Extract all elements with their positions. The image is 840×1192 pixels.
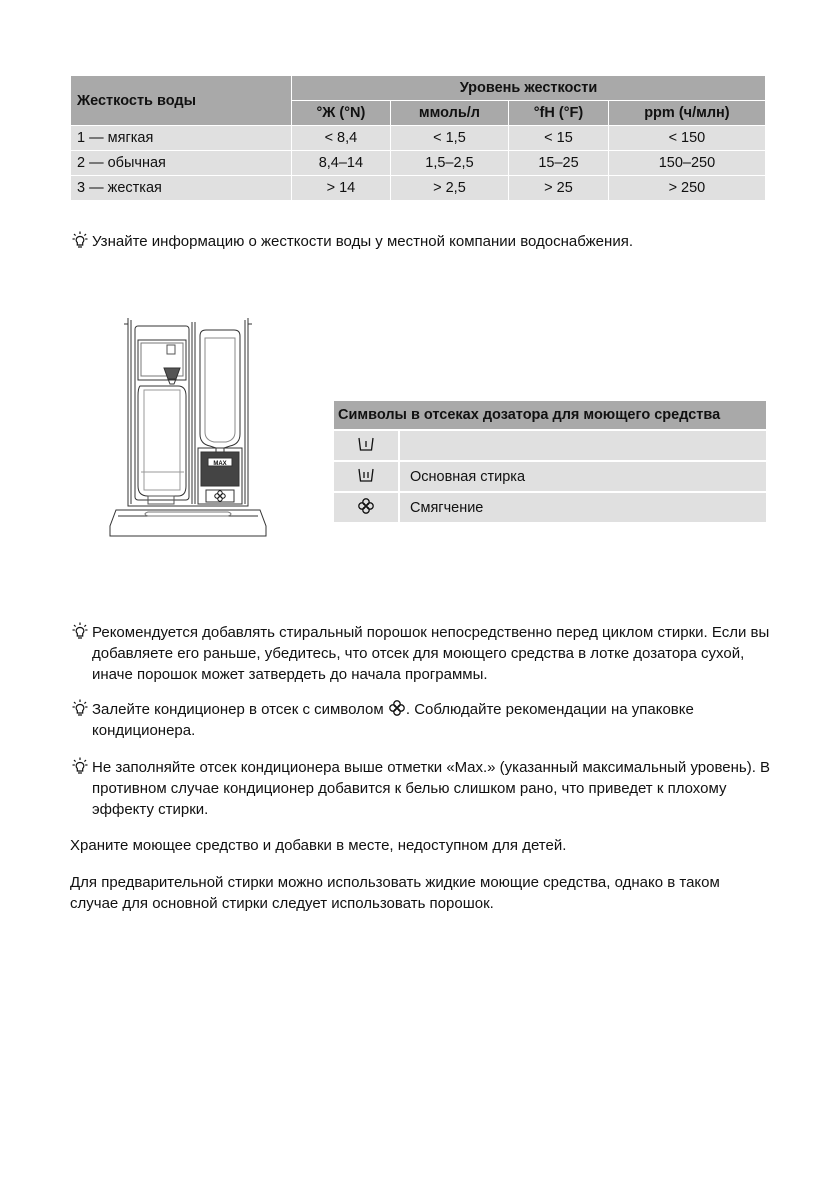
detergent-symbols-table (334, 401, 766, 524)
lightbulb-icon (72, 622, 88, 640)
table-row (71, 176, 766, 201)
tip-text: Узнайте информацию о жесткости воды у местной компании водоснабжения. (92, 233, 633, 250)
unit-header: °Ж (°N) (292, 101, 391, 126)
table-cell: 8,4–14 (292, 151, 391, 176)
main-wash-icon (357, 467, 375, 483)
table-cell: < 150 (608, 126, 765, 151)
table-cell: < 1,5 (390, 126, 508, 151)
symbol-label (399, 430, 766, 461)
table-cell: > 2,5 (390, 176, 508, 201)
softener-flower-icon (357, 497, 375, 515)
row-label: 2 — обычная (71, 151, 292, 176)
tip-text: Залейте кондиционер в отсек с символом (92, 701, 388, 718)
table-cell: > 14 (292, 176, 391, 201)
symbol-label: Основная стирка (399, 461, 766, 492)
tip-text: . Соблюдайте рекомендации на упаковке кондиционера. (92, 701, 694, 739)
table-cell: > 250 (608, 176, 765, 201)
table-cell: 15–25 (509, 151, 609, 176)
dispenser-drawer-illustration (108, 316, 268, 538)
tip-hardness (92, 231, 792, 252)
flower-mark-icon (215, 491, 225, 501)
table-row (71, 151, 766, 176)
hardness-header-left: Жесткость воды (71, 76, 292, 126)
symbols-header: Символы в отсеках дозатора для моющего средства (334, 401, 766, 430)
max-label: MAX (213, 461, 227, 467)
table-cell: < 15 (509, 126, 609, 151)
prewash-icon (357, 436, 375, 452)
unit-header: °fH (°F) (509, 101, 609, 126)
tip-text: Рекомендуется добавлять стиральный порошок непосредственно перед циклом стирки. Если вы добавляете его раньше, убедитесь, что отсек для моющего средства в лотке дозатора сухой, иначе порошок может затвердеть до начала программы. (92, 624, 770, 683)
tip-text: Не заполняйте отсек кондиционера выше отметки «Max.» (указанный максимальный уровень). В противном случае кондиционер добавится к белью слишком рано, что приведет к плохому эффекту стирки. (92, 759, 771, 818)
tip-max-level (92, 757, 772, 820)
softener-flower-icon (388, 699, 406, 717)
row-label: 3 — жесткая (71, 176, 292, 201)
unit-header: ppm (ч/млн) (608, 101, 765, 126)
water-hardness-table (70, 75, 766, 201)
tip-softener (92, 699, 772, 741)
paragraph-liquid-detergent: Для предварительной стирки можно использовать жидкие моющие средства, однако в таком случае для основной стирки следует использовать порошок. (70, 874, 720, 912)
symbol-label: Смягчение (399, 492, 766, 523)
table-cell: < 8,4 (292, 126, 391, 151)
table-cell: 150–250 (608, 151, 765, 176)
lightbulb-icon (72, 757, 88, 775)
table-cell: 1,5–2,5 (390, 151, 508, 176)
table-row (334, 461, 766, 492)
lightbulb-icon (72, 699, 88, 717)
paragraph-children-safety: Храните моющее средство и добавки в месте, недоступном для детей. (70, 837, 567, 854)
table-row (334, 492, 766, 523)
hardness-header-group: Уровень жесткости (292, 76, 766, 101)
tip-powder (92, 622, 772, 685)
row-label: 1 — мягкая (71, 126, 292, 151)
table-row (71, 126, 766, 151)
table-row (334, 430, 766, 461)
table-cell: > 25 (509, 176, 609, 201)
unit-header: ммоль/л (390, 101, 508, 126)
lightbulb-icon (72, 231, 88, 249)
